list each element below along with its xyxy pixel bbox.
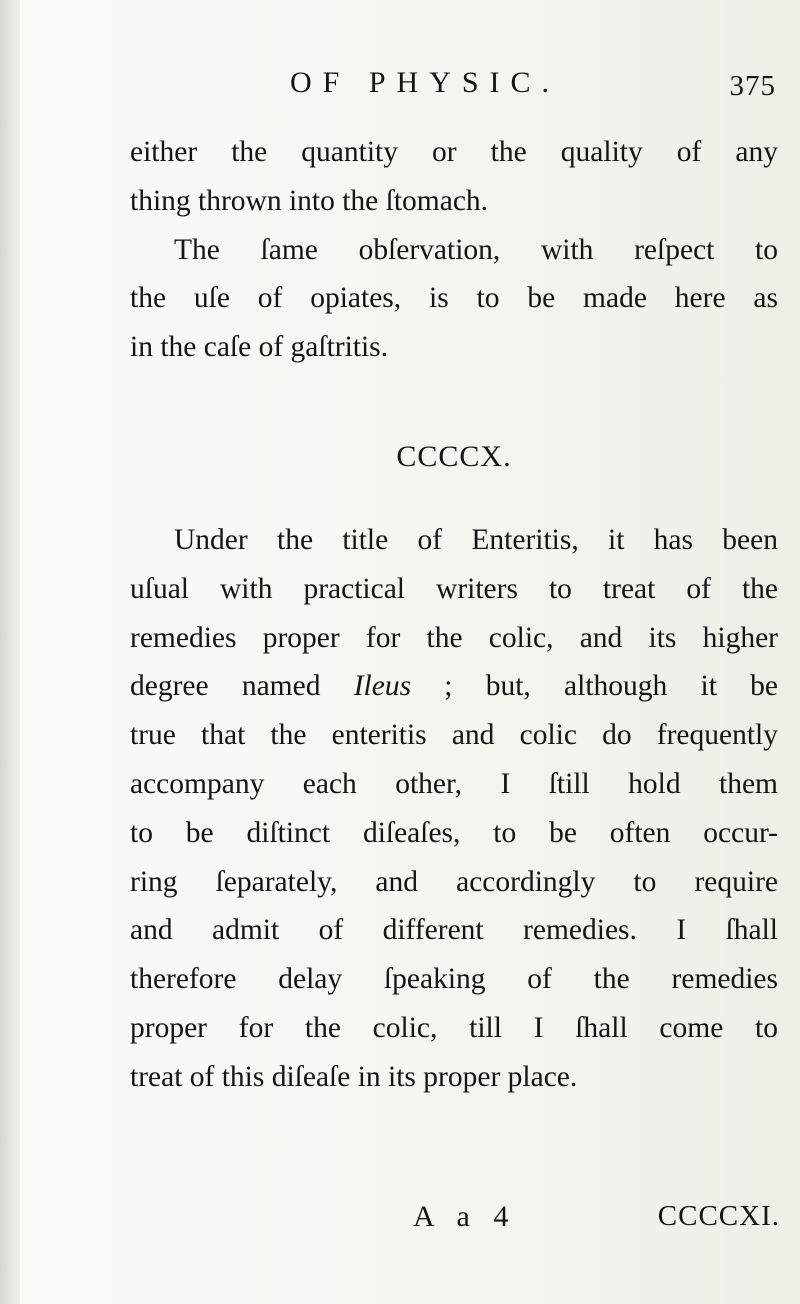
text-line: ring ſeparately, and accordingly to require: [130, 865, 778, 898]
page-gutter-shadow: [0, 0, 20, 1304]
text-line: treat of this diſeaſe in its proper place.: [130, 1060, 578, 1093]
text-line: proper for the colic, till I ſhall come to: [130, 1011, 778, 1044]
italic-term: Ileus: [353, 670, 412, 703]
text-line: thing thrown into the ſtomach.: [130, 184, 489, 217]
text-line: accompany each other, I ſtill hold them: [130, 767, 778, 800]
section-heading: CCCCX.: [396, 440, 512, 473]
text-line: true that the enteritis and colic do frequently: [130, 719, 778, 752]
text-line: therefore delay ſpeaking of the remedies: [130, 963, 778, 996]
text-line: remedies proper for the colic, and its higher: [130, 621, 778, 654]
text-line: in the caſe of gaſtritis.: [130, 331, 389, 364]
text-line: The ſame obſervation, with reſpect to: [174, 233, 778, 266]
text-line: the uſe of opiates, is to be made here as: [130, 282, 778, 315]
continued-text: [130, 128, 778, 372]
page-footer: [130, 1200, 780, 1250]
text-line: either the quantity or the quality of any: [130, 136, 778, 168]
section-paragraph: [130, 516, 778, 1102]
text-line: Under the title of Enteritis, it has been: [174, 524, 778, 556]
signature-mark: A a 4: [413, 1200, 517, 1233]
catchword: CCCCXI.: [657, 1200, 780, 1232]
text-line: and admit of different remedies. I ſhall: [130, 914, 778, 947]
page-header: [130, 60, 780, 110]
text-line: degree named Ileus ; but, although it be: [130, 670, 778, 703]
page-number: 375: [729, 70, 776, 102]
running-head: OF PHYSIC.: [290, 66, 561, 99]
text-line: uſual with practical writers to treat of the: [130, 572, 778, 605]
text-line: to be diſtinct diſeaſes, to be often occur-: [130, 816, 778, 849]
